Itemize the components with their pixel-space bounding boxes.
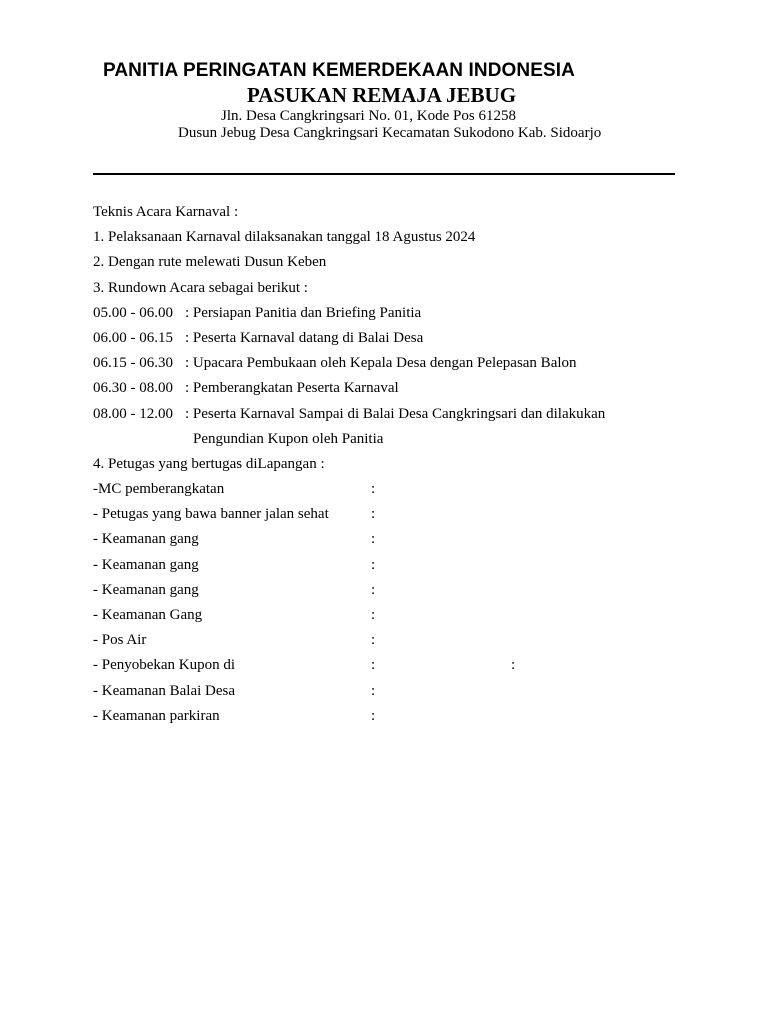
officer-role: -MC pemberangkatan <box>93 481 225 498</box>
rundown-time: 06.30 - 08.00 <box>93 380 173 397</box>
officer-role: - Keamanan gang <box>93 556 199 573</box>
address-line-1: Jln. Desa Cangkringsari No. 01, Kode Pos 61258 <box>221 108 516 124</box>
item-3: 3. Rundown Acara sebagai berikut : <box>93 279 308 296</box>
rundown-desc: : Upacara Pembukaan oleh Kepala Desa dengan Pelepasan Balon <box>185 355 577 372</box>
rundown-continuation: Pengundian Kupon oleh Panitia <box>193 430 384 447</box>
rundown-row <box>93 376 693 401</box>
document-body <box>93 200 693 729</box>
officer-colon: : <box>371 607 376 623</box>
rundown-row <box>93 351 693 376</box>
officer-row <box>93 653 693 678</box>
officer-extra-colon: : <box>511 657 516 674</box>
rundown-time: 06.15 - 06.30 <box>93 355 173 372</box>
officer-colon: : <box>371 632 376 649</box>
officer-row <box>93 553 693 578</box>
officer-role: - Keamanan gang <box>93 581 199 598</box>
officer-colon: : <box>371 581 376 598</box>
rundown-desc: : Persiapan Panitia dan Briefing Panitia <box>185 304 422 321</box>
officer-role: - Penyobekan Kupon di <box>93 657 236 674</box>
officer-role: - Petugas yang bawa banner jalan sehat <box>93 506 329 523</box>
officer-row <box>93 502 693 527</box>
rundown-time: 08.00 - 12.00 <box>93 405 173 422</box>
rundown-row <box>93 301 693 326</box>
item-4: 4. Petugas yang bertugas diLapangan : <box>93 455 325 472</box>
officer-role: - Keamanan Gang <box>93 607 203 623</box>
officer-colon: : <box>371 657 376 674</box>
rundown-desc: : Pemberangkatan Peserta Karnaval <box>185 380 399 397</box>
item-1: 1. Pelaksanaan Karnaval dilaksanakan tanggal 18 Agustus 2024 <box>93 229 476 246</box>
officer-role: - Keamanan gang <box>93 531 199 548</box>
address-line-2: Dusun Jebug Desa Cangkringsari Kecamatan Sukodono Kab. Sidoarjo <box>178 125 602 141</box>
header-divider <box>93 173 675 175</box>
officer-colon: : <box>371 556 376 573</box>
officer-colon: : <box>371 531 376 548</box>
officer-role: - Keamanan Balai Desa <box>93 682 236 699</box>
rundown-time: 05.00 - 06.00 <box>93 304 173 321</box>
officer-colon: : <box>371 707 376 724</box>
officer-row <box>93 628 693 653</box>
officer-role: - Keamanan parkiran <box>93 707 220 724</box>
officer-colon: : <box>371 682 376 699</box>
officer-colon: : <box>371 481 376 498</box>
officer-row <box>93 477 693 502</box>
rundown-row <box>93 326 693 351</box>
rundown-desc: : Peserta Karnaval datang di Balai Desa <box>185 329 424 346</box>
officer-row <box>93 578 693 603</box>
officer-role: - Pos Air <box>93 632 147 649</box>
organization-name: PASUKAN REMAJA JEBUG <box>246 83 517 107</box>
officer-row <box>93 527 693 552</box>
item-2: 2. Dengan rute melewati Dusun Keben <box>93 254 327 271</box>
officer-colon: : <box>371 506 376 523</box>
rundown-desc: : Peserta Karnaval Sampai di Balai Desa Cangkringsari dan dilakukan <box>185 405 606 422</box>
officer-row <box>93 704 693 729</box>
section-heading: Teknis Acara Karnaval : <box>93 204 239 220</box>
rundown-row <box>93 402 693 427</box>
organization-line: PANITIA PERINGATAN KEMERDEKAAN INDONESIA <box>103 60 575 81</box>
rundown-time: 06.00 - 06.15 <box>93 329 173 346</box>
officer-row <box>93 603 693 628</box>
officer-row <box>93 679 693 704</box>
